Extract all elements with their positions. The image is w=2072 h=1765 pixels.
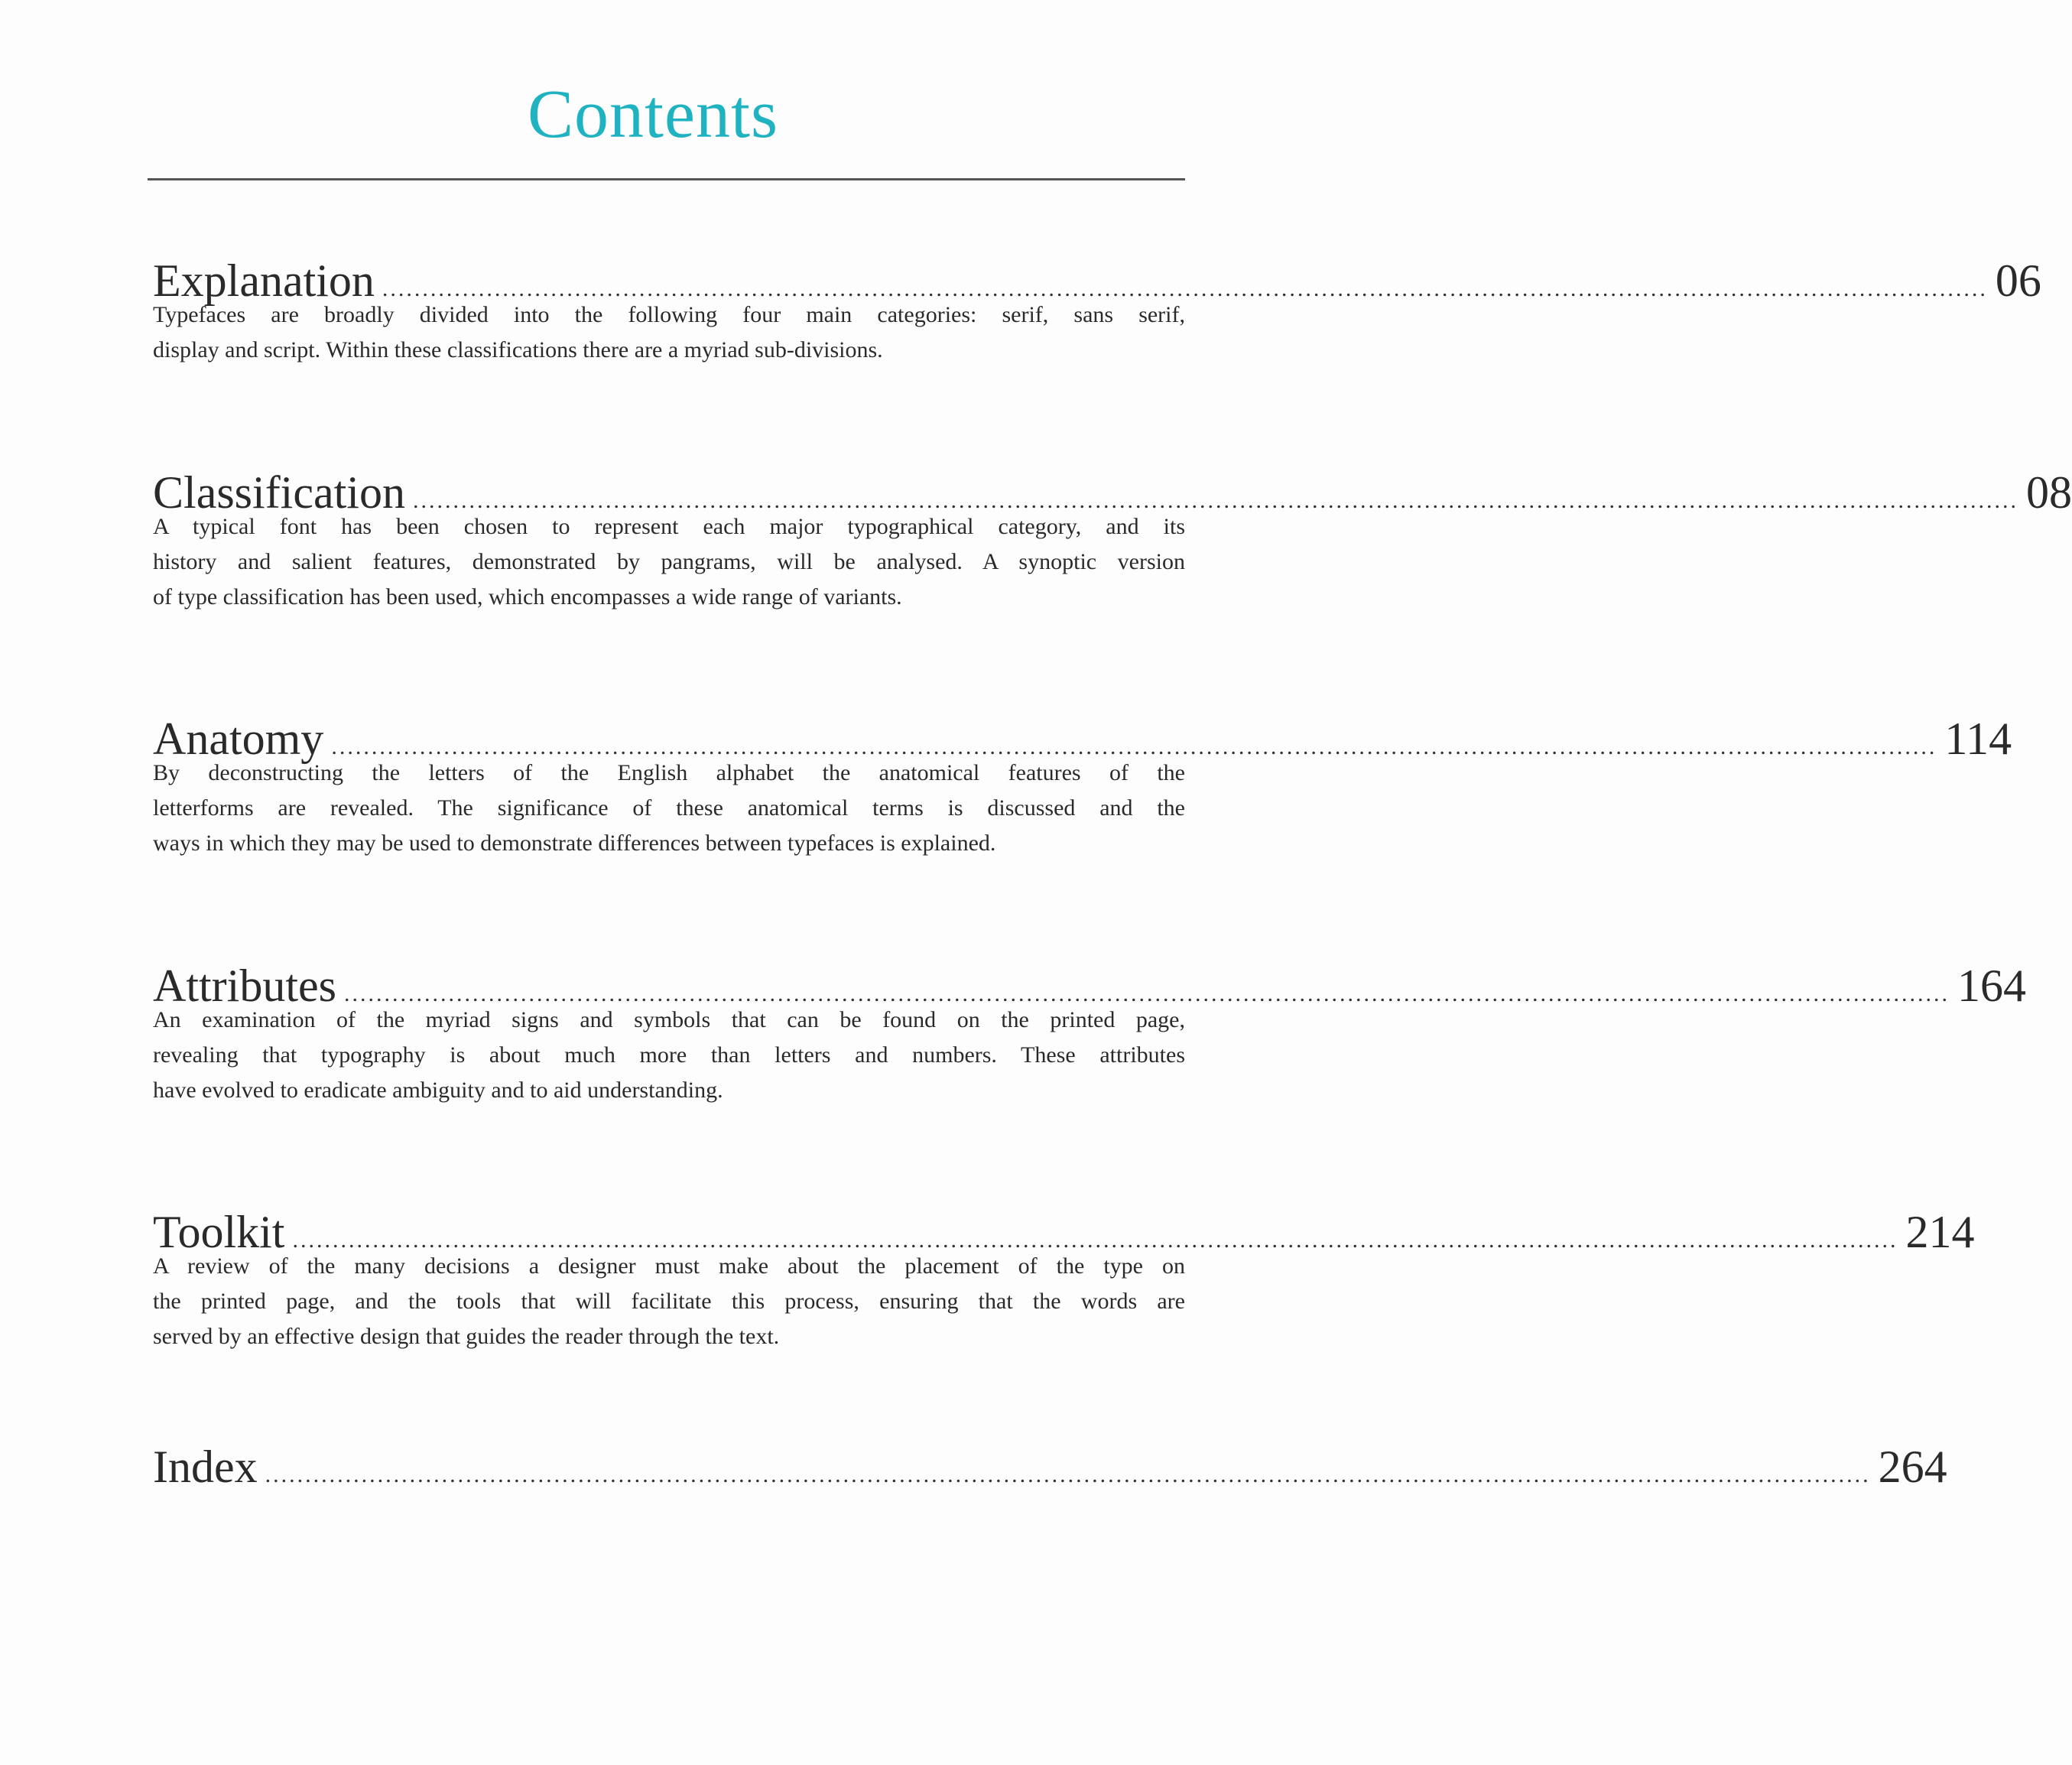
- description-line: Typefaces are broadly divided into the following four main categories: serif, sans serif,: [153, 302, 1185, 327]
- description-line: revealing that typography is about much more than letters and numbers. These attributes: [153, 1042, 1185, 1068]
- dot-leader: ........................................................................................................................................................................................................: [331, 734, 1937, 759]
- section-description: [153, 756, 1185, 861]
- toc-entry-anatomy[interactable]: [153, 713, 2012, 861]
- page-number: 114: [1944, 713, 2012, 764]
- description-line: of type classification has been used, which encompasses a wide range of variants.: [153, 584, 902, 609]
- section-description: [153, 509, 1185, 615]
- toc-entry-heading[interactable]: [153, 1207, 1975, 1257]
- dot-leader: ........................................................................................................................................................................................................: [382, 276, 1988, 301]
- section-title: Explanation: [153, 255, 375, 306]
- page-number: 214: [1905, 1207, 1975, 1257]
- title-divider: [148, 178, 1185, 180]
- description-line: served by an effective design that guides the reader through the text.: [153, 1324, 780, 1349]
- toc-entry-heading[interactable]: [153, 1442, 1947, 1492]
- description-line: history and salient features, demonstrated by pangrams, will be analysed. A synoptic version: [153, 549, 1185, 574]
- section-title: Anatomy: [153, 713, 324, 764]
- section-title: Toolkit: [153, 1207, 285, 1257]
- page-title: Contents: [528, 76, 779, 152]
- description-line: ways in which they may be used to demonstrate differences between typefaces is explained.: [153, 830, 996, 856]
- section-title: Index: [153, 1442, 258, 1492]
- description-line: By deconstructing the letters of the English alphabet the anatomical features of the: [153, 760, 1185, 785]
- toc-entry-heading[interactable]: [153, 467, 2072, 518]
- dot-leader: ........................................................................................................................................................................................................: [292, 1227, 1898, 1253]
- section-title: Attributes: [153, 961, 336, 1011]
- description-line: A typical font has been chosen to represent each major typographical category, and its: [153, 514, 1185, 539]
- description-line: An examination of the myriad signs and symbols that can be found on the printed page,: [153, 1007, 1185, 1032]
- toc-entry-heading[interactable]: [153, 961, 2026, 1011]
- page-number: 164: [1957, 961, 2026, 1011]
- toc-entry-heading[interactable]: [153, 255, 2041, 306]
- section-description: [153, 1249, 1185, 1354]
- dot-leader: ........................................................................................................................................................................................................: [265, 1462, 1871, 1487]
- description-line: letterforms are revealed. The significance of these anatomical terms is discussed and the: [153, 795, 1185, 821]
- page-number: 264: [1878, 1442, 1947, 1492]
- toc-entry-attributes[interactable]: [153, 961, 2026, 1108]
- section-description: [153, 1003, 1185, 1108]
- dot-leader: ........................................................................................................................................................................................................: [412, 488, 2018, 513]
- section-title: Classification: [153, 467, 405, 518]
- description-line: A review of the many decisions a designer must make about the placement of the type on: [153, 1253, 1185, 1279]
- toc-entry-classification[interactable]: [153, 467, 2072, 615]
- section-description: [153, 297, 1185, 368]
- dot-leader: ........................................................................................................................................................................................................: [343, 981, 1950, 1006]
- page-number: 08: [2025, 467, 2072, 518]
- toc-entry-heading[interactable]: [153, 713, 2012, 764]
- description-line: the printed page, and the tools that will facilitate this process, ensuring that the words are: [153, 1289, 1185, 1314]
- toc-entry-index[interactable]: [153, 1442, 1947, 1492]
- description-line: display and script. Within these classifications there are a myriad sub-divisions.: [153, 337, 883, 362]
- toc-entry-toolkit[interactable]: [153, 1207, 1975, 1354]
- description-line: have evolved to eradicate ambiguity and to aid understanding.: [153, 1078, 723, 1103]
- page-number: 06: [1995, 255, 2041, 306]
- toc-entry-explanation[interactable]: [153, 255, 2041, 368]
